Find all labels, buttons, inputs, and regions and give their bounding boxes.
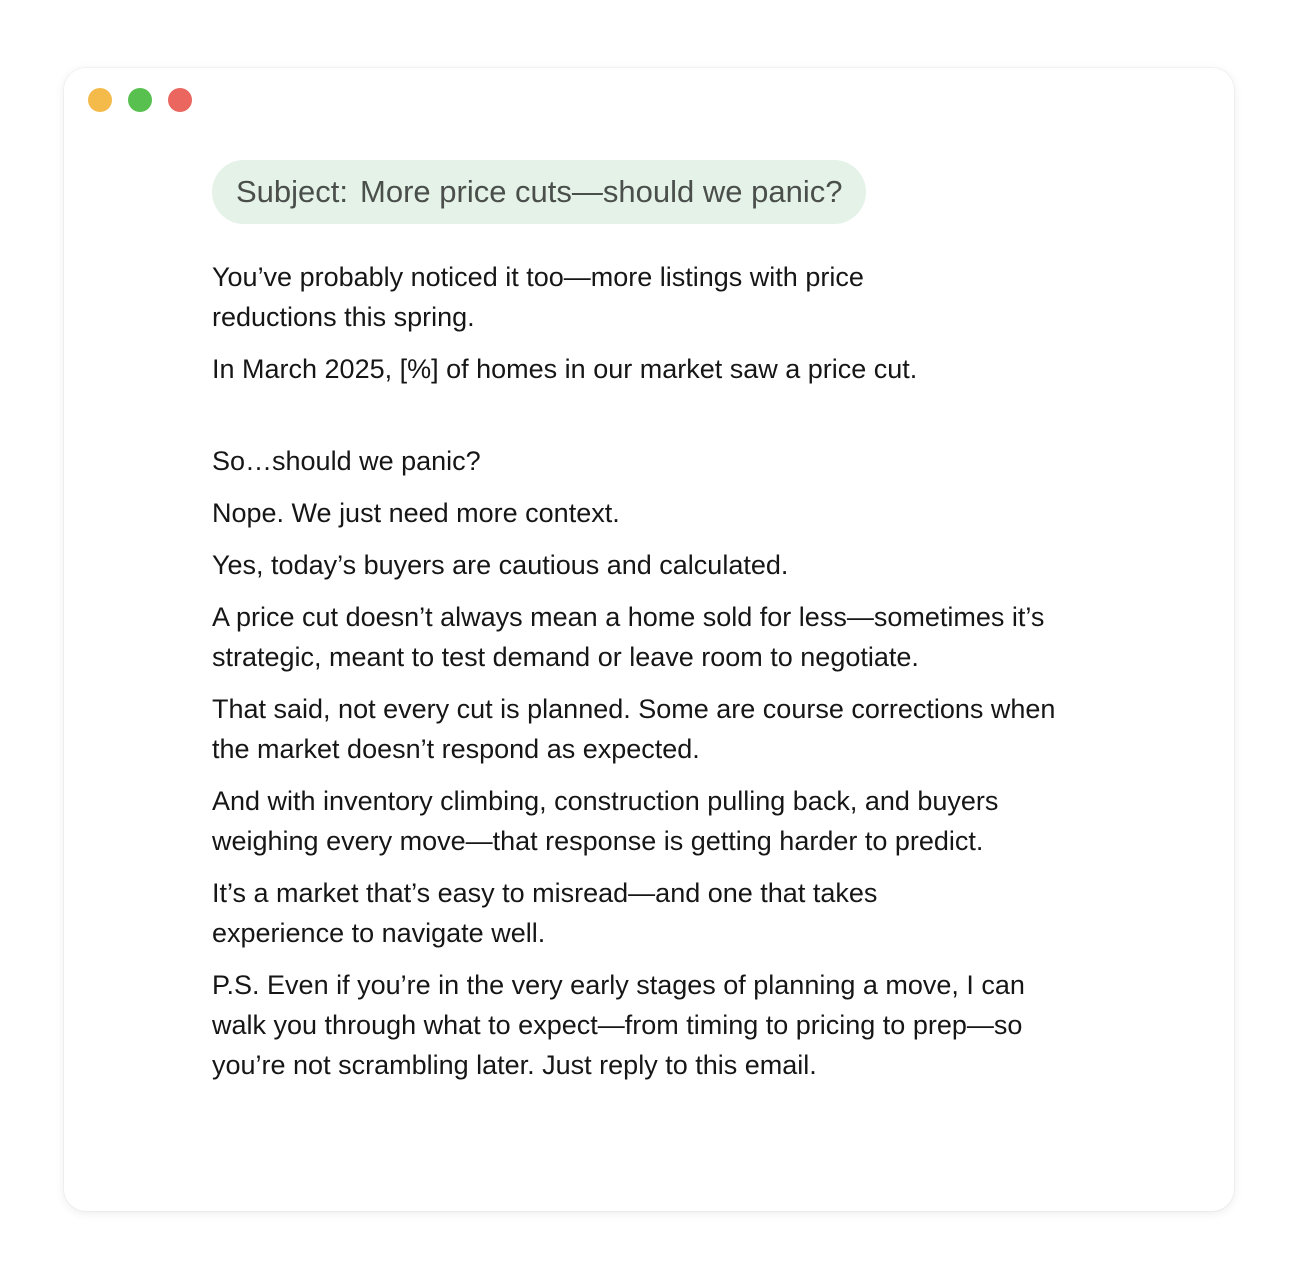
subject-pill xyxy=(212,160,866,224)
body-paragraph: In March 2025, [%] of homes in our market saw a price cut. xyxy=(212,354,918,384)
body-paragraph: You’ve probably noticed it too—more listings with price reductions this spring. xyxy=(212,262,864,332)
subject-label: Subject: xyxy=(236,174,349,209)
minimize-button[interactable] xyxy=(88,88,112,112)
body-paragraph: Nope. We just need more context. xyxy=(212,498,620,528)
body-paragraph: So…should we panic? xyxy=(212,446,481,476)
body-paragraph: P.S. Even if you’re in the very early stages of planning a move, I can walk you through what to expect—from timing to pricing to prep—so you’re not scrambling later. Just reply to this email. xyxy=(212,970,1025,1080)
window-controls xyxy=(88,88,192,112)
email-body xyxy=(212,257,1112,1085)
email-content xyxy=(212,160,1112,1097)
maximize-button[interactable] xyxy=(128,88,152,112)
subject-text: More price cuts—should we panic? xyxy=(360,174,843,209)
email-window xyxy=(64,68,1234,1211)
body-paragraph: A price cut doesn’t always mean a home sold for less—sometimes it’s strategic, meant to test demand or leave room to negotiate. xyxy=(212,602,1045,672)
close-button[interactable] xyxy=(168,88,192,112)
body-paragraph: It’s a market that’s easy to misread—and one that takes experience to navigate well. xyxy=(212,878,878,948)
body-paragraph: Yes, today’s buyers are cautious and calculated. xyxy=(212,550,789,580)
body-paragraph: That said, not every cut is planned. Some are course corrections when the market doesn’t respond as expected. xyxy=(212,694,1056,764)
body-paragraph: And with inventory climbing, construction pulling back, and buyers weighing every move—that response is getting harder to predict. xyxy=(212,786,999,856)
